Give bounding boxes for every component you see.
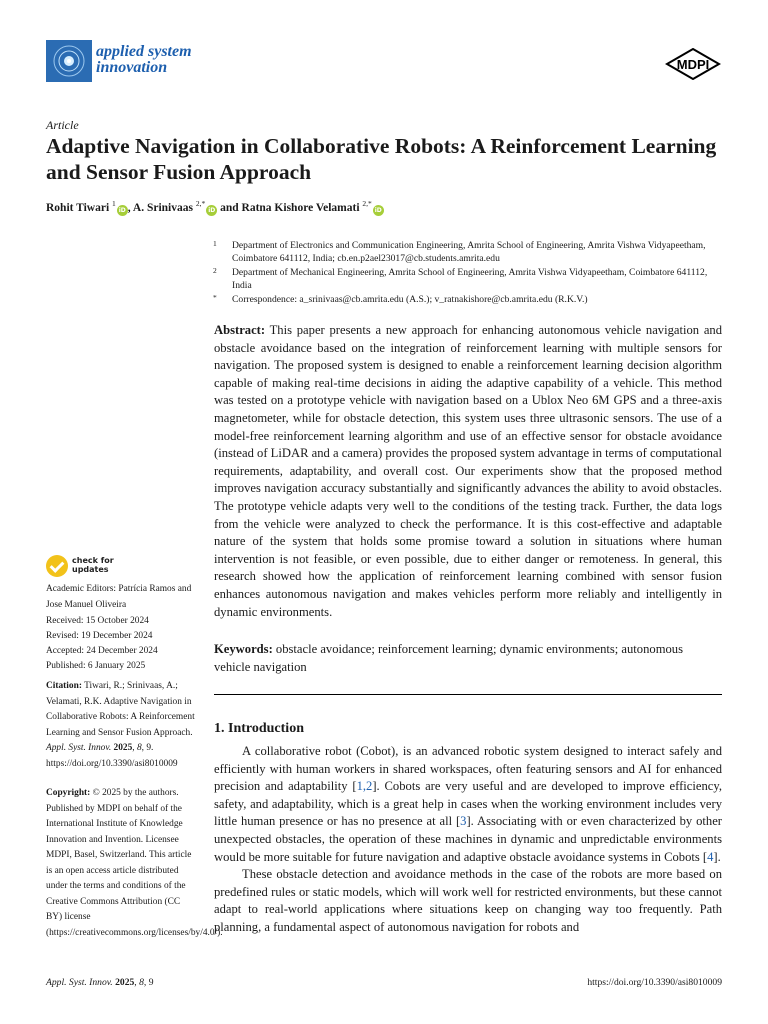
- affiliation-text: Correspondence: a_srinivaas@cb.amrita.edu (A.S.); v_ratnakishore@cb.amrita.edu (R.K.V.): [232, 294, 588, 305]
- affiliation-text: Department of Electronics and Communication Engineering, Amrita School of Engineering, Amrita Vishwa Vidyapeetham, Coimbatore 641112, India; cb.en.p2ael23017@cb.students.amrita.edu: [232, 240, 706, 264]
- article-type: Article: [46, 118, 79, 132]
- journal-name-line1: applied system: [96, 43, 192, 60]
- check-updates-label: [72, 556, 114, 574]
- text-run: ].: [713, 849, 721, 864]
- author-sup: 2,*: [195, 199, 206, 208]
- checkmark-icon: [46, 555, 68, 577]
- section-divider: [214, 694, 722, 695]
- check-for-updates-badge[interactable]: [46, 555, 146, 577]
- citation-journal: Appl. Syst. Innov.: [46, 743, 112, 753]
- introduction-body: [214, 743, 722, 937]
- footer-doi[interactable]: https://doi.org/10.3390/asi8010009: [587, 977, 722, 988]
- abstract: [214, 322, 722, 621]
- revised-date: Revised: 19 December 2024: [46, 631, 153, 641]
- footer-year: 2025: [115, 977, 135, 988]
- affiliation-mark: *: [213, 293, 217, 302]
- citation-link[interactable]: 1,2: [356, 779, 373, 794]
- affiliation-mark: 1: [213, 239, 217, 248]
- copyright-block: [46, 786, 223, 941]
- mdpi-logo: [664, 48, 722, 80]
- author-separator: ,: [127, 201, 133, 214]
- footer-journal: Appl. Syst. Innov.: [46, 977, 113, 988]
- citation-doi[interactable]: , 9. https://doi.org/10.3390/asi8010009: [46, 743, 178, 769]
- received-date: Received: 15 October 2024: [46, 616, 149, 626]
- copyright-label: Copyright:: [46, 788, 91, 798]
- keywords-text: obstacle avoidance; reinforcement learning; dynamic environments; autonomous vehicle navigation: [214, 642, 683, 674]
- text-run: A collaborative robot (Cobot), is an advanced robotic system designed to interact safely and efficiently with human workers in shared workspaces, often featuring sensors and AI for enhanced precision and adaptability [: [214, 744, 722, 794]
- orcid-icon[interactable]: iD: [208, 206, 216, 214]
- affiliation-mark: 2: [213, 266, 217, 275]
- citation-text: Tiwari, R.; Srinivaas, A.; Velamati, R.K. Adaptive Navigation in Collaborative Robots: A Reinforcement Learning and Sensor Fusion Approach.: [46, 681, 195, 738]
- author-list: [46, 199, 384, 216]
- citation-link[interactable]: 3: [460, 814, 467, 829]
- journal-name-line2: innovation: [96, 59, 168, 76]
- publisher-label: MDPI: [676, 57, 710, 72]
- journal-name: [96, 44, 192, 76]
- text-run: ]. Cobots are very useful and are developed to improve efficiency, safety, and adaptability, which is a great help in cases when the working environment includes very little human presence or has no presence at all [: [214, 779, 723, 829]
- author-sup: 2,*: [362, 199, 372, 208]
- accepted-date: Accepted: 24 December 2024: [46, 646, 158, 656]
- section-title: 1. Introduction: [214, 721, 304, 736]
- affiliation: [213, 239, 723, 265]
- citation-volume: 8: [136, 743, 142, 753]
- author-name: Ratna Kishore Velamati: [241, 201, 360, 214]
- affiliation-text: Department of Mechanical Engineering, Amrita School of Engineering, Amrita Vishwa Vidyapeetham, Coimbatore 641112, India: [232, 267, 708, 291]
- citation-link[interactable]: 4: [707, 849, 714, 864]
- footer-page: 9: [148, 977, 154, 988]
- orcid-icon[interactable]: iD: [118, 206, 126, 214]
- orcid-icon[interactable]: iD: [374, 206, 382, 214]
- check-updates-line1: check for: [72, 556, 114, 565]
- author-name: A. Srinivaas: [132, 201, 193, 214]
- check-updates-line2: updates: [72, 565, 109, 574]
- author-and: and: [217, 201, 242, 214]
- published-date: Published: 6 January 2025: [46, 661, 146, 671]
- paper-title: Adaptive Navigation in Collaborative Robots: A Reinforcement Learning and Sensor Fusion Approach: [46, 134, 717, 184]
- footer-volume: 8: [139, 977, 144, 988]
- citation-block: Citation: Tiwari, R.; Srinivaas, A.; Velamati, R.K. Adaptive Navigation in Collaborative Robots: A Reinforcement Learning and Sensor Fusion Approach. Appl. Syst. Innov. 2025, 8, 9. https://doi.org/10.3390/asi8010009: [46, 681, 195, 769]
- academic-editors: Academic Editors: Patrícia Ramos and Jose Manuel Oliveira: [46, 584, 192, 610]
- citation-label: Citation:: [46, 681, 82, 691]
- paragraph: These obstacle detection and avoidance methods in the case of the robots are more based on predefined rules or static models, which will work well for restricted environments, but these cannot adapt to real-world applications where situations keep on changing way too frequently. Path planning, a fundamental aspect of autonomous navigation for robots and: [214, 867, 722, 934]
- author-sup: 1: [112, 199, 116, 208]
- keywords: [214, 641, 722, 676]
- citation-year: 2025: [113, 743, 133, 753]
- footer-citation: Appl. Syst. Innov. 2025, 8, 9: [46, 977, 154, 988]
- keywords-label: Keywords:: [214, 642, 273, 656]
- journal-logo: [46, 40, 92, 82]
- author-name: Rohit Tiwari: [46, 201, 110, 214]
- text-run: ]. Associating with or even characterized by other unexpected obstacles, the operation of these machines in dynamic and unpredictable environments would be more suitable for future navigation and adaptive obstacle avoidance systems in Cobots [: [214, 814, 722, 864]
- abstract-text: This paper presents a new approach for enhancing autonomous vehicle navigation and obstacle avoidance based on the integration of reinforcement learning with multiple sensors for navigation. The proposed system is designed to enable a reinforcement learning decision algorithm capable of making real-time decisions in aiding the adaptive capability of a vehicle. This method was tested on a prototype vehicle with navigation based on a Ublox Neo 6M GPS and a three-axis magnetometer, while for obstacle detection, this system uses three ultrasonic sensors. The use of a model-free reinforcement learning algorithm and use of an effective sensor for obstacle avoidance (instead of LiDAR and a camera) provides the proposed system advantage in terms of computational requirements, adaptability, and overall cost. Our experiments show that the proposed method improves navigation accuracy substantially and significantly advances the ability to avoid obstacles. The prototype vehicle adapts very well to the conditions of the testing track. Further, the data logs from the vehicle were analyzed to check the performance. It is this cost-effective and adaptable nature of the system that holds some promise toward a solution in situations where human intervention is not feasible, or even possible, due to either danger or remoteness. In general, this research showed how the application of reinforcement learning combined with sensor fusion enhances autonomous navigation and makes vehicles perform more reliably and intelligently in dynamic environments.: [214, 323, 723, 619]
- copyright-text: © 2025 by the authors. Published by MDPI on behalf of the International Institute of Knowledge Innovation and Invention. Licensee MDPI, Basel, Switzerland. This article is an open access article distributed under the terms and conditions of the Creative Commons Attribution (CC BY) license (https://creativecommons.org/licenses/by/4.0/).: [46, 788, 223, 938]
- abstract-label: Abstract:: [214, 323, 266, 337]
- affiliation: [213, 266, 723, 292]
- correspondence: [213, 293, 723, 306]
- paragraph: [214, 743, 722, 866]
